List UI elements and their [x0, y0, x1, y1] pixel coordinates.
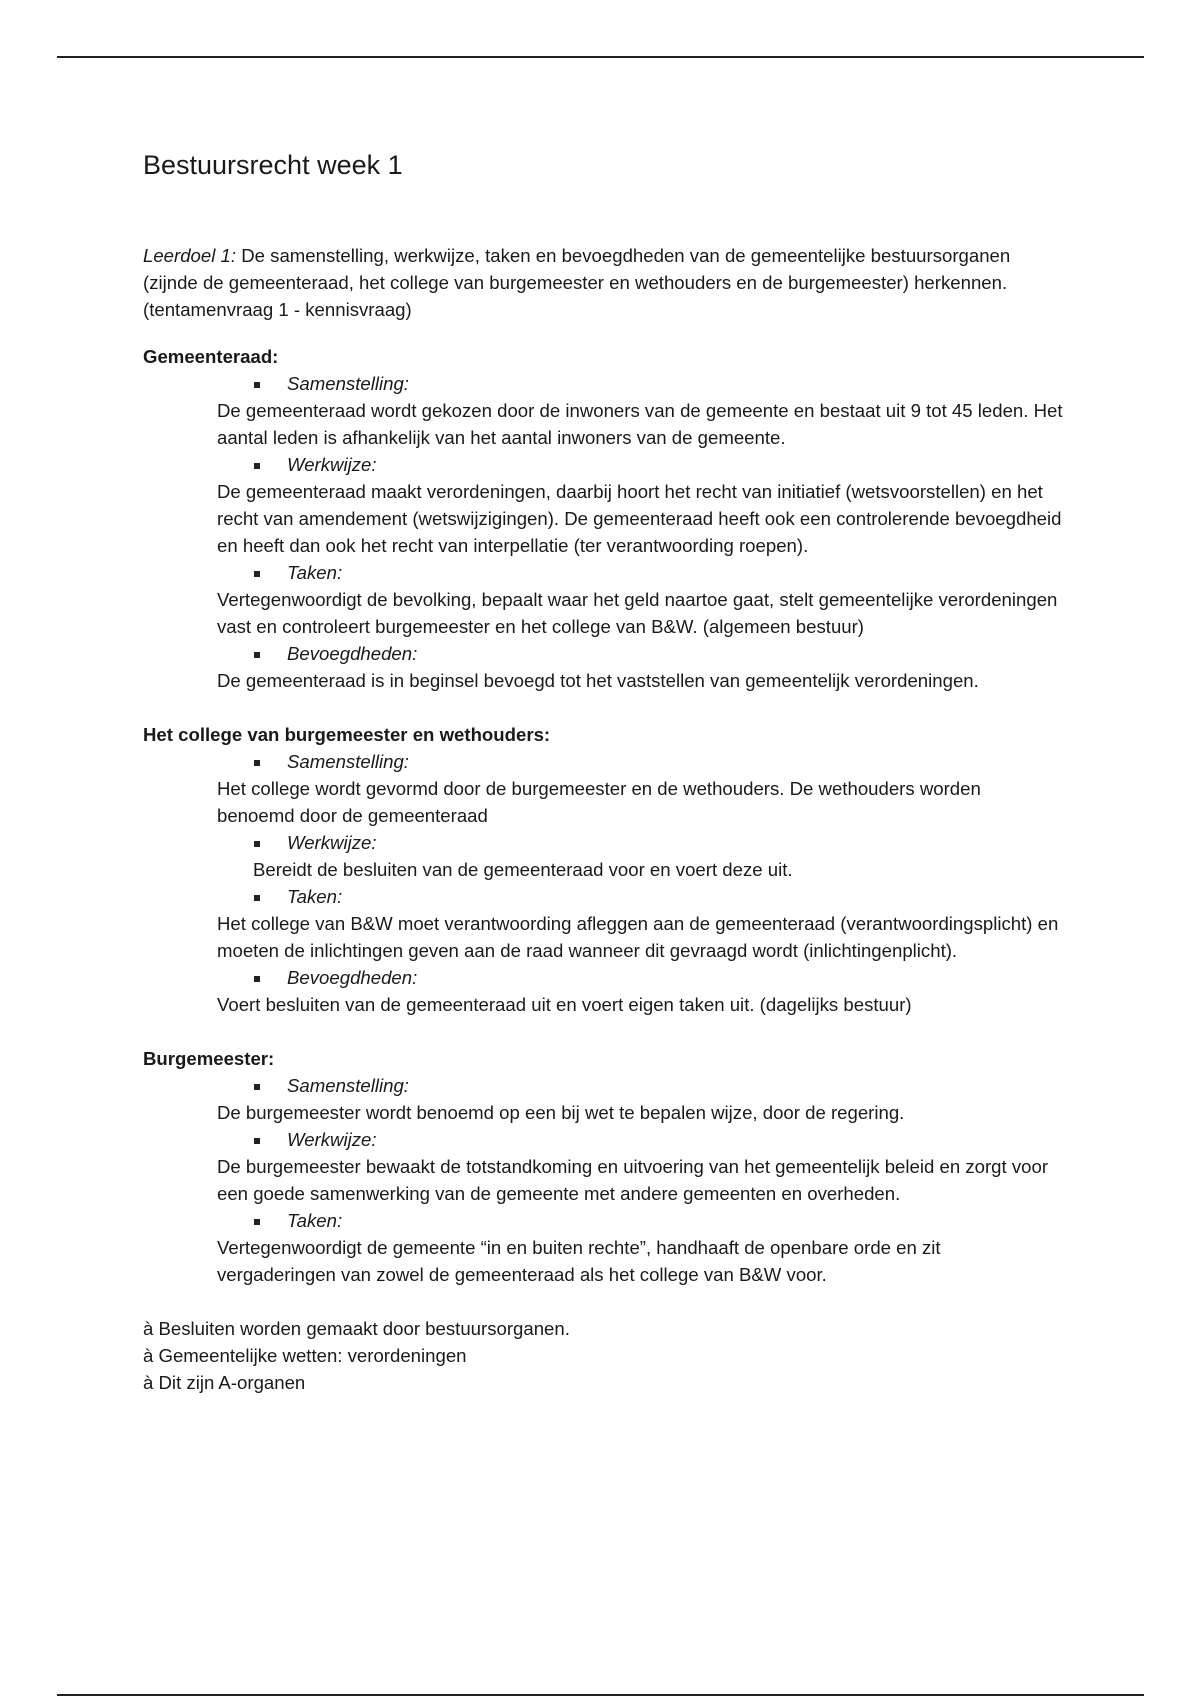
arrow-note: à Dit zijn A-organen: [143, 1372, 306, 1393]
arrow-note: à Besluiten worden gemaakt door bestuursorganen.: [143, 1318, 570, 1339]
arrow-notes: [143, 1315, 1063, 1396]
bullet-text: Het college wordt gevormd door de burgemeester en de wethouders. De wethouders worden benoemd door de gemeenteraad: [217, 778, 981, 826]
bullet-label-text: Werkwijze:: [287, 1129, 377, 1150]
bullet-text: De gemeenteraad maakt verordeningen, daarbij hoort het recht van initiatief (wetsvoorstellen) en het recht van amendement (wetswijzigingen). De gemeenteraad heeft ook een controlerende bevoegdheid en heeft dan ook het recht van interpellatie (ter verantwoording roepen).: [217, 481, 1062, 556]
page-title: Bestuursrecht week 1: [143, 150, 403, 180]
bullet-label: [143, 829, 1063, 856]
bullet-label: [143, 748, 1063, 775]
bullet-label: [143, 559, 1063, 586]
bullet-label-text: Taken:: [287, 886, 343, 907]
header-rule: [57, 56, 1144, 58]
bullet-text: Bereidt de besluiten van de gemeenteraad voor en voert deze uit.: [253, 859, 793, 880]
bullet-label-text: Samenstelling:: [287, 373, 409, 394]
bullet-label-text: Bevoegdheden:: [287, 967, 418, 988]
bullet-text: De burgemeester bewaakt de totstandkoming en uitvoering van het gemeentelijk beleid en zorgt voor een goede samenwerking van de gemeente met andere gemeenten en overheden.: [217, 1156, 1049, 1204]
section-title: Het college van burgemeester en wethouders:: [143, 724, 551, 745]
learning-goal: [143, 242, 1063, 323]
bullet-label: [143, 1207, 1063, 1234]
section-gemeenteraad: [143, 343, 1063, 694]
bullet-label: [143, 370, 1063, 397]
bullet-text: De gemeenteraad wordt gekozen door de inwoners van de gemeente en bestaat uit 9 tot 45 leden. Het aantal leden is afhankelijk van het aantal inwoners van de gemeente.: [217, 400, 1063, 448]
bullet-label: [143, 1126, 1063, 1153]
bullet-label-text: Samenstelling:: [287, 1075, 409, 1096]
learning-goal-label: Leerdoel 1:: [143, 245, 237, 266]
bullet-label-text: Bevoegdheden:: [287, 643, 418, 664]
document-body: [143, 148, 1063, 1396]
section-burgemeester: [143, 1045, 1063, 1288]
bullet-label: [143, 1072, 1063, 1099]
bullet-label: [143, 964, 1063, 991]
bullet-label: [143, 451, 1063, 478]
bullet-text: Vertegenwoordigt de gemeente “in en buiten rechte”, handhaaft de openbare orde en zit vergaderingen van zowel de gemeenteraad als het college van B&W voor.: [217, 1237, 941, 1285]
bullet-text: De gemeenteraad is in beginsel bevoegd tot het vaststellen van gemeentelijk verordeningen.: [217, 670, 979, 691]
bullet-label-text: Taken:: [287, 562, 343, 583]
section-title: Burgemeester:: [143, 1048, 275, 1069]
bullet-label-text: Werkwijze:: [287, 832, 377, 853]
bullet-label-text: Taken:: [287, 1210, 343, 1231]
bullet-text: Voert besluiten van de gemeenteraad uit en voert eigen taken uit. (dagelijks bestuur): [217, 994, 912, 1015]
bullet-text: Het college van B&W moet verantwoording afleggen aan de gemeenteraad (verantwoordingsplicht) en moeten de inlichtingen geven aan de raad wanneer dit gevraagd wordt (inlichtingenplicht).: [217, 913, 1059, 961]
section-title: Gemeenteraad:: [143, 346, 279, 367]
bullet-text: Vertegenwoordigt de bevolking, bepaalt waar het geld naartoe gaat, stelt gemeentelijke verordeningen vast en controleert burgemeester en het college van B&W. (algemeen bestuur): [217, 589, 1058, 637]
bullet-label: [143, 640, 1063, 667]
arrow-note: à Gemeentelijke wetten: verordeningen: [143, 1345, 467, 1366]
bullet-text: De burgemeester wordt benoemd op een bij wet te bepalen wijze, door de regering.: [217, 1102, 905, 1123]
learning-goal-text: De samenstelling, werkwijze, taken en bevoegdheden van de gemeentelijke bestuursorganen (zijnde de gemeenteraad, het college van burgemeester en wethouders en de burgemeester) herkennen. (tentamenvraag 1 - kennisvraag): [143, 245, 1011, 320]
bullet-label-text: Samenstelling:: [287, 751, 409, 772]
section-college: [143, 721, 1063, 1018]
bullet-label: [143, 883, 1063, 910]
bullet-label-text: Werkwijze:: [287, 454, 377, 475]
footer-rule: [57, 1694, 1144, 1696]
